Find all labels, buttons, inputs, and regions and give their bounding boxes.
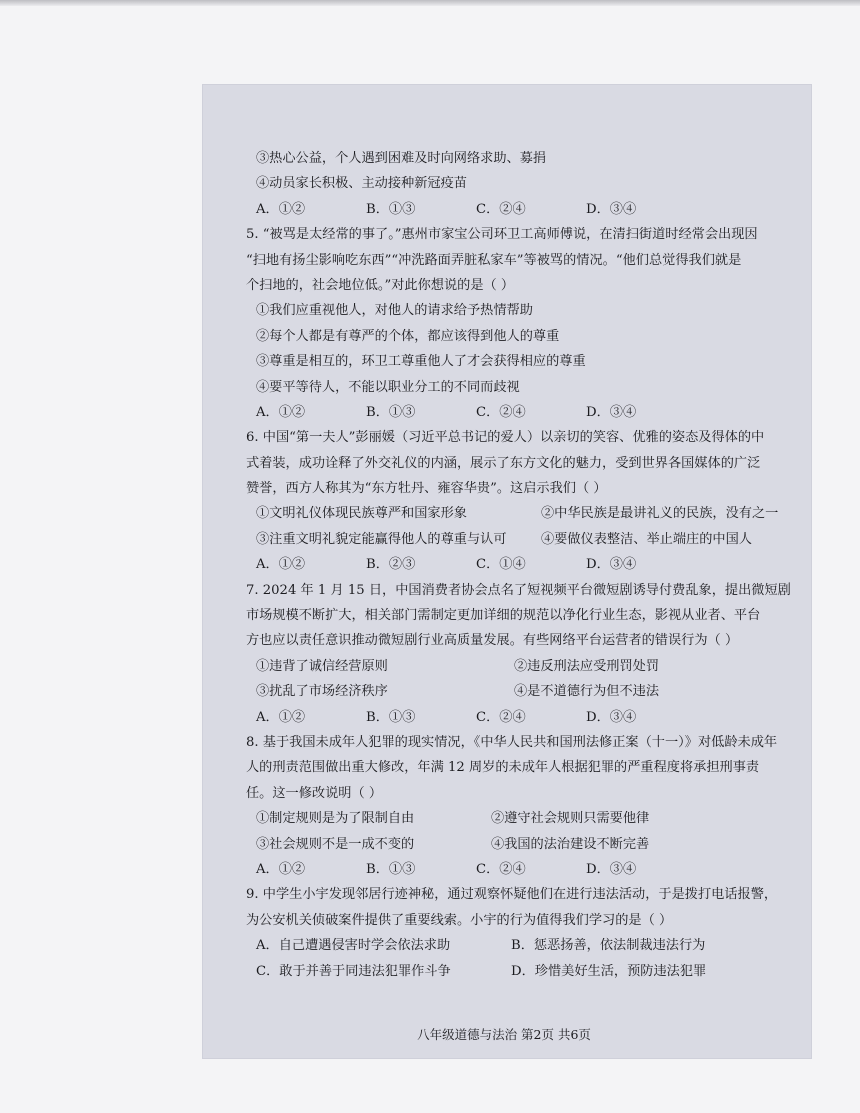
q6-option-c: C．①④ [476,557,526,573]
q9-option-c: C．敢于并善于同违法犯罪作斗争 [256,963,451,979]
q6-options [246,552,786,577]
q6-option-d: D．③④ [586,557,637,573]
q5-option-b: B．①③ [366,404,416,420]
q7-options [246,705,786,730]
q5-statement-4: ④要平等待人，不能以职业分工的不同而歧视 [256,379,520,395]
q5-option-d: D．③④ [586,404,637,420]
q5-statement-3: ③尊重是相互的，环卫工尊重他人了才会获得相应的尊重 [256,354,586,370]
q7-statement-1: ①违背了诚信经营原则 [256,658,388,674]
q8-statement-1: ①制定规则是为了限制自由 [256,811,415,827]
q6-statement-3: ③注重文明礼貌定能赢得他人的尊重与认可 [256,531,507,547]
q9-option-b: B．惩恶扬善，依法制裁违法行为 [511,938,706,954]
q6-statement-row-2 [246,527,786,552]
q8-stem-line-2: 人的刑责范围做出重大修改，年满 12 周岁的未成年人根据犯罪的严重程度将承担刑事责 [246,760,760,776]
q7-stem-line-3: 方也应以责任意识推动微短剧行业高质量发展。有些网络平台运营者的错误行为（ ） [246,633,739,649]
q9-options-row-1 [246,933,786,958]
q7-statement-row-2 [246,679,786,704]
q4-statement-4: ④动员家长积极、主动接种新冠疫苗 [256,176,467,192]
q6-option-b: B．②③ [366,557,416,573]
q8-option-a: A．①② [256,861,306,877]
q7-stem-line-1: 7. 2024 年 1 月 15 日，中国消费者协会点名了短视频平台微短剧诱导付费乱象，提出微短剧 [246,582,791,598]
q4-option-b: B．①③ [366,201,416,217]
q8-option-c: C．②④ [476,861,526,877]
q4-statement-3: ③热心公益，个人遇到困难及时向网络求助、募捐 [256,151,547,166]
q5-statement-2: ②每个人都是有尊严的个体，都应该得到他人的尊重 [256,328,560,344]
q6-stem-line-3: 赞誉，西方人称其为“东方牡丹、雍容华贵”。这启示我们（ ） [246,481,607,497]
q5-stem-line-1: 5. “被骂是太经常的事了。”惠州市家宝公司环卫工高师傅说，在清扫街道时经常会出现因 [246,227,758,243]
q4-options [246,197,786,222]
q6-statement-2: ②中华民族是最讲礼义的民族，没有之一 [541,506,779,522]
q5-options [246,400,786,425]
q8-statement-2: ②遵守社会规则只需要他律 [491,811,650,827]
q6-stem-line-2: 式着装，成功诠释了外交礼仪的内涵，展示了东方文化的魅力，受到世界各国媒体的广泛 [246,455,761,471]
q7-stem-line-2: 市场规模不断扩大，相关部门需制定更加详细的规范以净化行业生态，影视从业者、平台 [246,608,761,624]
q8-stem-line-1: 8. 基于我国未成年人犯罪的现实情况，《中华人民共和国刑法修正案（十一）》对低龄未成年 [246,734,778,750]
question-content [246,146,791,984]
q5-statement-1: ①我们应重视他人，对他人的请求给予热情帮助 [256,303,533,319]
q9-option-a: A．自己遭遇侵害时学会依法求助 [256,938,451,954]
q6-statement-4: ④要做仪表整洁、举止端庄的中国人 [541,531,752,547]
scan-edge [0,0,860,6]
q4-option-c: C．②④ [476,201,526,217]
q7-option-c: C．②④ [476,709,526,725]
page-footer [0,1025,860,1043]
q4-option-d: D．③④ [586,201,637,217]
q6-option-a: A．①② [256,557,306,573]
q8-statement-4: ④我国的法治建设不断完善 [491,836,650,852]
q7-option-a: A．①② [256,709,306,725]
q7-option-d: D．③④ [586,709,637,725]
q8-statement-row-2 [246,832,786,857]
q7-option-b: B．①③ [366,709,416,725]
q8-options [246,857,786,882]
q7-statement-2: ②违反刑法应受刑罚处罚 [514,658,660,674]
footer-text: 八年级道德与法治 第2页 共6页 [417,1027,591,1042]
q8-option-b: B．①③ [366,861,416,877]
q5-option-a: A．①② [256,404,306,420]
q5-stem-line-3: 个扫地的，社会地位低。”对此你想说的是（ ） [246,277,515,293]
q9-option-d: D．珍惜美好生活，预防违法犯罪 [511,963,707,979]
q7-statement-4: ④是不道德行为但不违法 [514,684,660,700]
q8-statement-3: ③社会规则不是一成不变的 [256,836,415,852]
q8-statement-row-1 [246,806,786,831]
q8-stem-line-3: 任。这一修改说明（ ） [246,785,383,801]
q7-statement-row-1 [246,654,786,679]
q8-option-d: D．③④ [586,861,637,877]
q5-option-c: C．②④ [476,404,526,420]
q9-stem-line-1: 9. 中学生小宇发现邻居行迹神秘，通过观察怀疑他们在进行违法活动，于是拨打电话报警， [246,887,778,903]
q7-statement-3: ③扰乱了市场经济秩序 [256,684,388,700]
q5-stem-line-2: “扫地有扬尘影响吃东西”“冲洗路面弄脏私家车”等被骂的情况。“他们总觉得我们就是 [246,252,742,268]
q6-statement-row-1 [246,501,786,526]
q9-stem-line-2: 为公安机关侦破案件提供了重要线索。小宇的行为值得我们学习的是（ ） [246,912,673,928]
q9-options-row-2 [246,959,786,984]
q6-statement-1: ①文明礼仪体现民族尊严和国家形象 [256,506,467,522]
q6-stem-line-1: 6. 中国“第一夫人”彭丽媛（习近平总书记的爱人）以亲切的笑容、优雅的姿态及得体的中 [246,430,765,446]
q4-option-a: A．①② [256,201,306,217]
